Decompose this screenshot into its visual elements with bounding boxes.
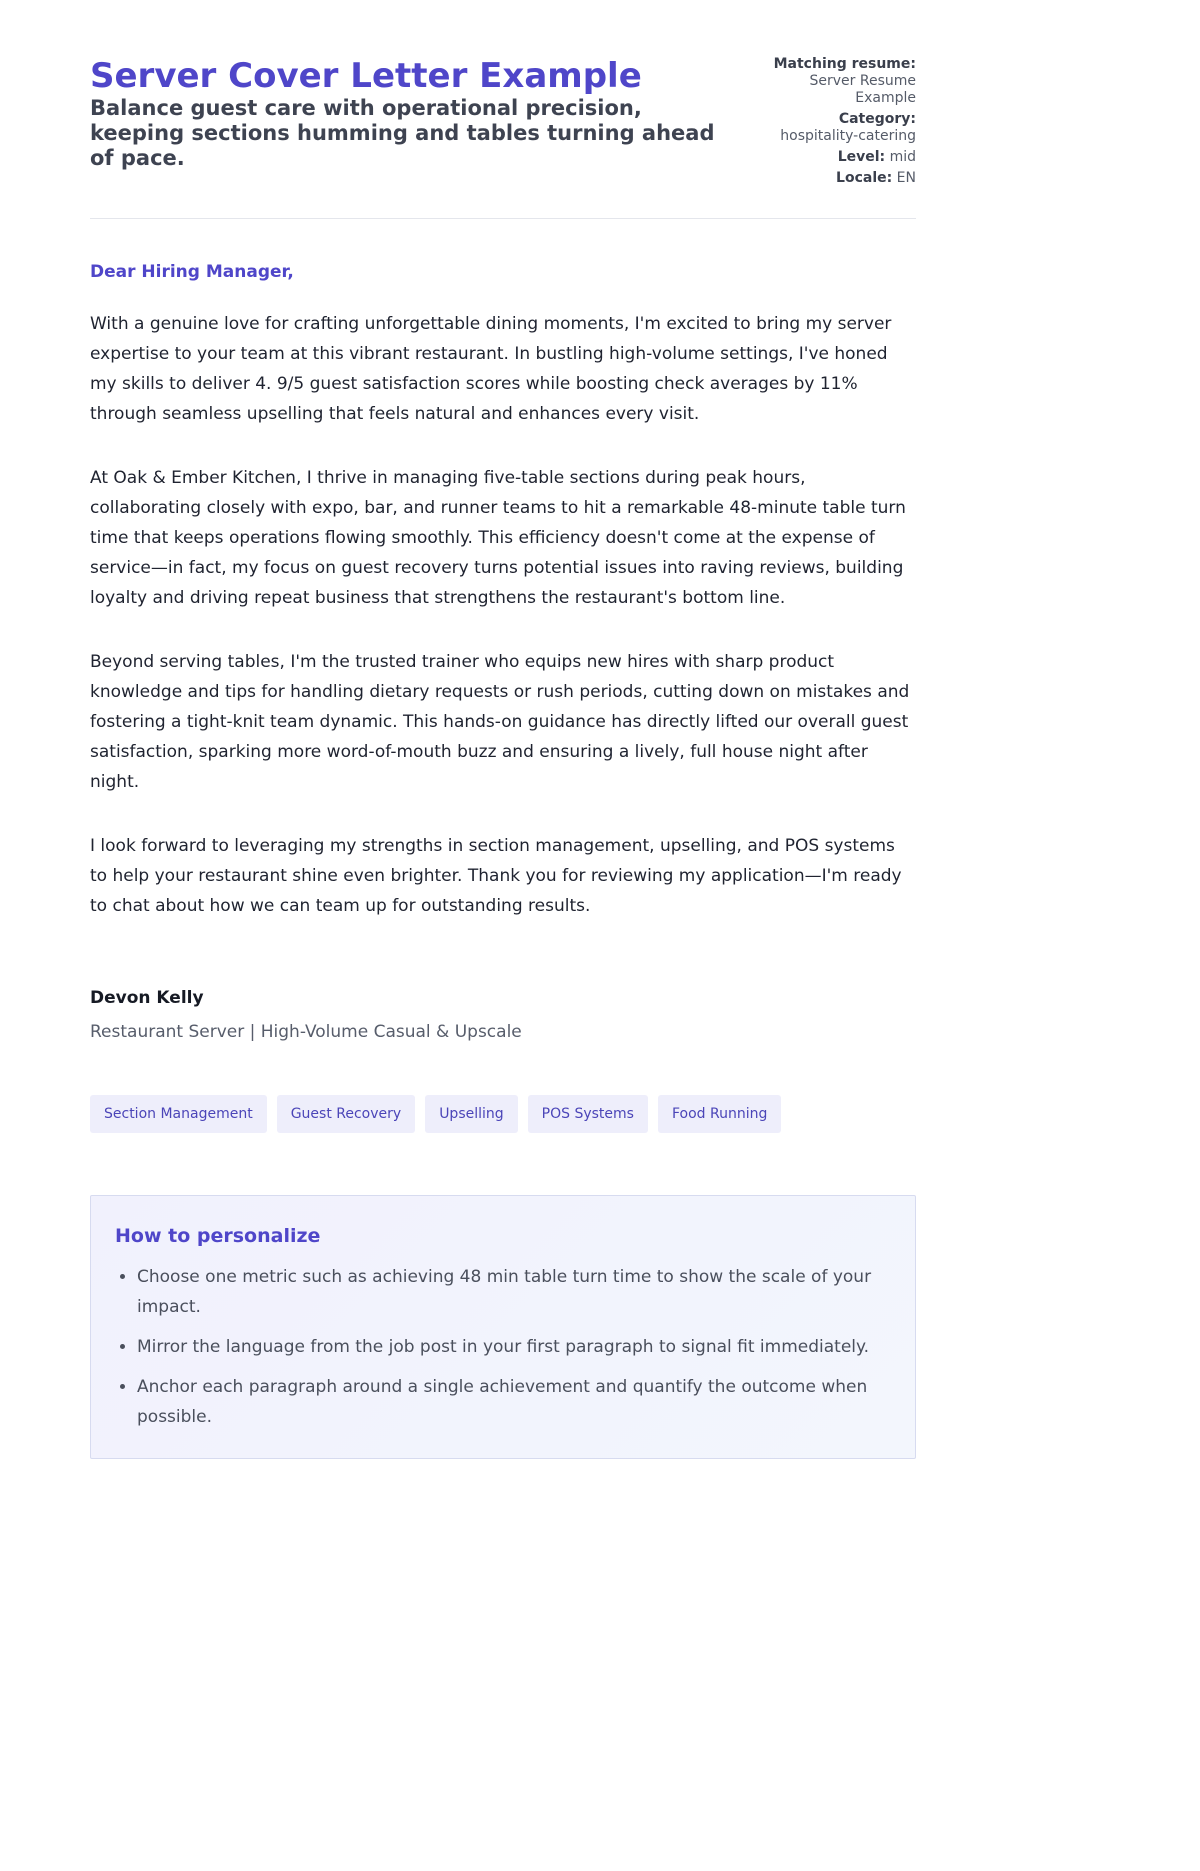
meta-category-value: hospitality-catering: [780, 128, 916, 144]
skill-tag: Section Management: [90, 1095, 267, 1133]
page-subtitle: Balance guest care with operational precision, keeping sections humming and tables turning ahead of pace.: [90, 96, 715, 170]
meta-matching-label: Matching resume:: [773, 56, 916, 72]
signature-title: Restaurant Server | High-Volume Casual & Upscale: [90, 1022, 522, 1042]
letter-paragraph: At Oak & Ember Kitchen, I thrive in managing five-table sections during peak hours, collaborating closely with expo, bar, and runner teams to hit a remarkable 48-minute table turn time that keeps operations flowing smoothly. This efficiency doesn't come at the expense of service—in fact, my focus on guest recovery turns potential issues into raving reviews, building loyalty and driving repeat business that strengthens the restaurant's bottom line.: [90, 468, 906, 608]
meta-locale-value: EN: [896, 170, 916, 186]
letter-paragraph: With a genuine love for crafting unforgettable dining moments, I'm excited to bring my server expertise to your team at this vibrant restaurant. In bustling high-volume settings, I've honed my skills to deliver 4. 9/5 guest satisfaction scores while boosting check averages by 11% through seamless upselling that feels natural and enhances every visit.: [90, 314, 892, 424]
skill-tag: Upselling: [425, 1095, 517, 1133]
letter-paragraph: I look forward to leveraging my strengths in section management, upselling, and POS systems to help your restaurant shine even brighter. Thank you for reviewing my application—I'm ready to chat about how we can team up for outstanding results.: [90, 836, 902, 916]
signature-name: Devon Kelly: [90, 988, 204, 1008]
meta-category-label: Category:: [838, 111, 916, 127]
header-titles: [90, 56, 730, 171]
tip-item: • Mirror the language from the job post in your first paragraph to signal fit immediately.: [137, 1332, 891, 1362]
meta-matching-resume: [751, 56, 916, 107]
meta-level-value: mid: [889, 149, 916, 165]
page-title: Server Cover Letter Example: [90, 56, 642, 96]
meta-matching-value: Server Resume Example: [809, 73, 916, 106]
letter-paragraph: Beyond serving tables, I'm the trusted trainer who equips new hires with sharp product knowledge and tips for handling dietary requests or rush periods, cutting down on mistakes and fostering a tight-knit team dynamic. This hands-on guidance has directly lifted our overall guest satisfaction, sparking more word-of-mouth buzz and ensuring a lively, full house night after night.: [90, 652, 910, 792]
tip-item: • Choose one metric such as achieving 48 min table turn time to show the scale of your impact.: [137, 1262, 891, 1322]
meta-locale-label: Locale:: [836, 170, 893, 186]
meta-locale: [751, 170, 916, 187]
personalize-tips-box: [90, 1195, 916, 1459]
signature-block: [90, 987, 916, 1043]
tips-title: How to personalize: [115, 1225, 321, 1247]
meta-panel: [751, 56, 916, 191]
skill-tags: [90, 1095, 916, 1133]
skill-tag: POS Systems: [528, 1095, 648, 1133]
skill-tag: Guest Recovery: [277, 1095, 415, 1133]
page-header: [90, 56, 916, 219]
cover-letter-page: [90, 0, 916, 1519]
skill-tag: Food Running: [658, 1095, 781, 1133]
letter-greeting: Dear Hiring Manager,: [90, 262, 294, 282]
meta-level-label: Level:: [837, 149, 886, 165]
tip-item: • Anchor each paragraph around a single achievement and quantify the outcome when possible.: [137, 1372, 891, 1432]
tips-list: [115, 1262, 891, 1432]
meta-category: [751, 111, 916, 145]
meta-level: [751, 149, 916, 166]
